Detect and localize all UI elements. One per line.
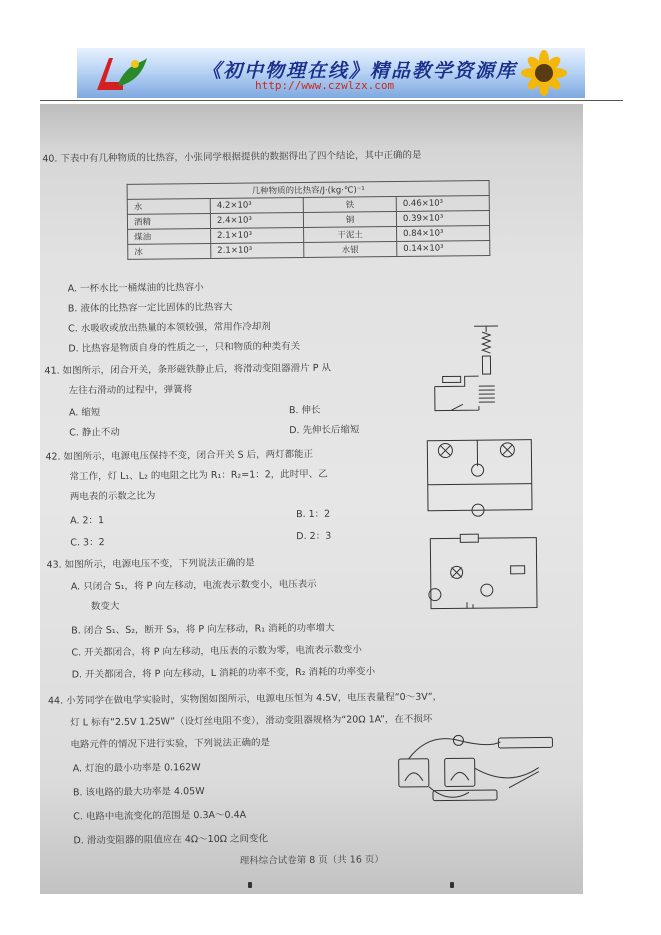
q44-option-c: C. 电路中电流变化的范围是 0.3A～0.4A — [73, 809, 247, 823]
table-cell: 水银 — [304, 242, 397, 258]
table-row — [128, 241, 490, 260]
table-cell: 0.46×10³ — [396, 196, 489, 212]
q40-option-d: D. 比热容是物质自身的性质之一，只和物质的种类有关 — [68, 341, 301, 355]
page-footer: 理科综合试卷第 8 页（共 16 页） — [239, 854, 384, 867]
table-cell: 干泥土 — [304, 227, 397, 243]
q41-spring-magnet-figure — [428, 324, 513, 417]
q42-stem-1: 42. 如图所示，电源电压保持不变，闭合开关 S 后，两灯都能正 — [45, 448, 314, 463]
table-title: 几种物质的比热容/J·(kg·℃)⁻¹ — [127, 181, 489, 200]
table-cell: 2.4×10³ — [210, 212, 303, 228]
q43-option-d: D. 开关都闭合，将 P 向左移动，L 消耗的功率不变，R₂ 消耗的功率变小 — [71, 666, 376, 681]
header-rule — [40, 100, 623, 101]
sunflower-icon — [509, 50, 579, 96]
q43-option-c: C. 开关都闭合，将 P 向左移动，电压表的示数为零，电流表示数变小 — [71, 644, 362, 659]
q42-circuit-figure — [421, 434, 538, 525]
table-cell: 2.1×10³ — [211, 227, 304, 243]
q43-option-a-1: A. 只闭合 S₁，将 P 向左移动，电流表示数变小，电压表示 — [70, 578, 317, 593]
table-cell: 0.14×10³ — [397, 241, 490, 257]
q41-option-d: D. 先伸长后缩短 — [289, 424, 360, 437]
q41-stem-2: 左往右滑动的过程中，弹簧将 — [68, 384, 193, 397]
table-cell: 水 — [127, 198, 210, 214]
q43-circuit-figure — [426, 532, 543, 617]
q40-option-c: C. 水吸收或放出热量的本领较强，常用作冷却剂 — [68, 321, 271, 335]
q41-option-c: C. 静止不动 — [69, 426, 120, 439]
q41-option-a: A. 缩短 — [68, 407, 101, 419]
table-cell: 煤油 — [128, 228, 211, 244]
q42-stem-2: 常工作，灯 L₁、L₂ 的电阻之比为 R₁：R₂=1：2，此时甲、乙 — [69, 468, 328, 483]
table-cell: 铜 — [303, 212, 396, 228]
binding-mark — [450, 882, 454, 888]
q42-stem-3: 两电表的示数之比为 — [69, 490, 156, 503]
table-cell: 0.39×10³ — [396, 211, 489, 227]
q44-stem-3: 电路元件的情况下进行实验，下列说法正确的是 — [70, 737, 271, 751]
q40-option-b: B. 液体的比热容一定比固体的比热容大 — [67, 301, 233, 315]
q42-option-b: B. 1：2 — [295, 508, 331, 521]
table-cell: 2.1×10³ — [211, 242, 304, 258]
specific-heat-table — [127, 180, 491, 260]
q41-option-b: B. 伸长 — [288, 404, 321, 417]
q41-stem-1: 41. 如图所示，闭合开关，条形磁铁静止后，将滑动变阻器滑片 P 从 — [44, 362, 331, 377]
q44-stem-2: 灯 L 标有“2.5V 1.25W”（设灯丝电阻不变），滑动变阻器规格为“20Ω 1A”，在不损坏 — [70, 713, 433, 729]
q43-option-a-2: 数变大 — [90, 600, 120, 613]
exam-page — [42, 137, 566, 882]
banner-url: http://www.czwlzx.com — [255, 79, 395, 92]
q44-option-d: D. 滑动变阻器的阻值应在 4Ω～10Ω 之间变化 — [73, 833, 269, 847]
q40-option-a: A. 一杯水比一桶煤油的比热容小 — [67, 282, 204, 295]
q40-stem: 40. 下表中有几种物质的比热容，小张同学根据提供的数据得出了四个结论，其中正确的是 — [42, 149, 422, 165]
q44-stem-1: 44. 小芳同学在做电学实验时，实物图如图所示，电源电压恒为 4.5V，电压表量程“0～3V”， — [47, 691, 443, 707]
logo-icon — [89, 52, 153, 94]
q43-stem: 43. 如图所示，电源电压不变，下列说法正确的是 — [46, 557, 255, 571]
banner-title: 《初中物理在线》精品教学资源库 — [202, 60, 518, 82]
q44-apparatus-figure — [388, 727, 559, 813]
q43-option-b: B. 闭合 S₁、S₂，断开 S₃，将 P 向左移动，R₁ 消耗的功率增大 — [71, 622, 335, 637]
table-cell: 4.2×10³ — [210, 197, 303, 213]
table-cell: 0.84×10³ — [397, 226, 490, 242]
q42-option-c: C. 3：2 — [70, 537, 105, 549]
q42-option-a: A. 2：1 — [70, 515, 105, 527]
q44-option-b: B. 该电路的最大功率是 4.05W — [72, 786, 205, 799]
table-cell: 铁 — [303, 197, 396, 213]
binding-mark — [248, 882, 252, 888]
q42-option-d: D. 2：3 — [296, 530, 332, 543]
table-cell: 酒精 — [127, 213, 210, 229]
header-banner — [77, 48, 585, 98]
table-cell: 冰 — [128, 243, 211, 259]
q44-option-a: A. 灯泡的最小功率是 0.162W — [72, 762, 201, 775]
